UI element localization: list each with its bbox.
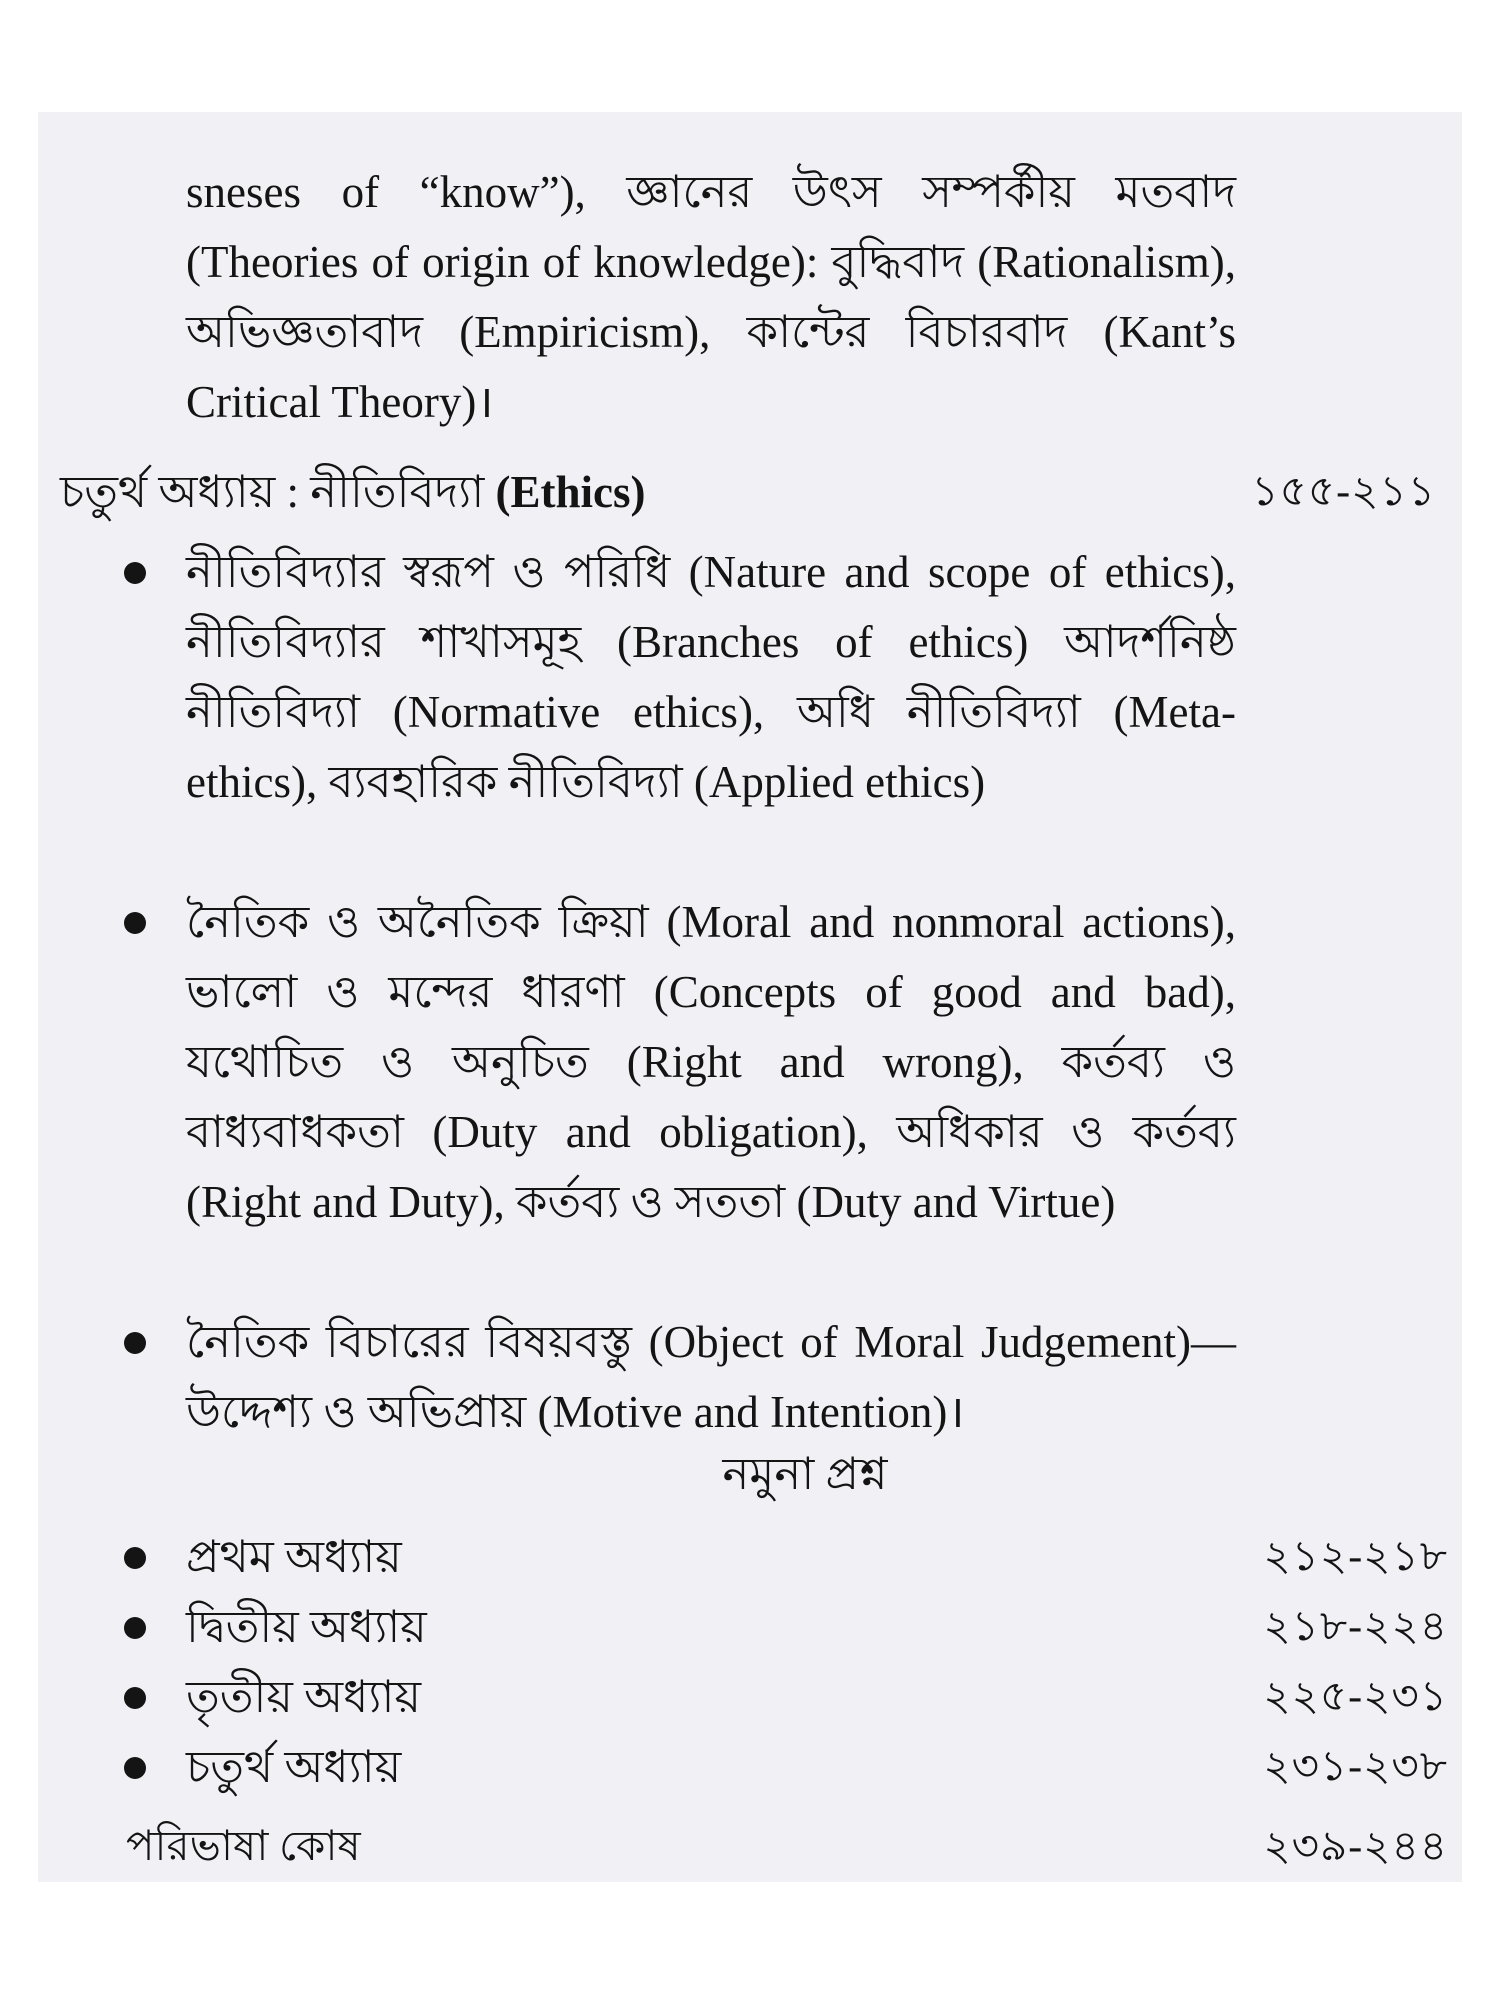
sample-question-pages: ২১২-২১৮ — [1263, 1534, 1448, 1580]
topic-item: নীতিবিদ্যার স্বরূপ ও পরিধি (Nature and scope of ethics), নীতিবিদ্যার শাখাসমূহ (Branches of ethics) আদর্শনিষ্ঠ নীতিবিদ্যা (Normative ethics), অধি নীতিবিদ্যা (Meta-ethics), ব্যবহারিক নীতিবিদ্যা (Applied ethics) — [186, 547, 1236, 807]
bullet-icon — [124, 1617, 146, 1639]
topic-item: নৈতিক বিচারের বিষয়বস্তু (Object of Moral Judgement)—উদ্দেশ্য ও অভিপ্রায় (Motive and Intention)। — [186, 1317, 1236, 1437]
sample-question-label: চতুর্থ অধ্যায় — [186, 1742, 402, 1792]
chapter-title — [60, 467, 646, 517]
sample-question-pages: ২২৫-২৩১ — [1263, 1674, 1448, 1720]
bullet-icon — [124, 1757, 146, 1779]
sample-question-label: তৃতীয় অধ্যায় — [186, 1672, 421, 1722]
sample-questions-title: নমুনা প্রশ্ন — [722, 1449, 888, 1499]
continued-text: sneses of “know”), জ্ঞানের উৎস সম্পর্কীয় মতবাদ (Theories of origin of knowledge): বুদ্ধিবাদ (Rationalism), অভিজ্ঞতাবাদ (Empiricism), কান্টের বিচারবাদ (Kant’s Critical Theory)। — [186, 167, 1236, 427]
sample-question-label: প্রথম অধ্যায় — [186, 1532, 402, 1582]
sample-question-row — [38, 1592, 1462, 1662]
bullet-icon — [124, 912, 146, 934]
sample-question-label: দ্বিতীয় অধ্যায় — [186, 1602, 427, 1652]
book-page — [38, 112, 1462, 1882]
chapter-page-range: ১৫৫-২১১ — [1251, 469, 1436, 515]
bullet-icon — [124, 1687, 146, 1709]
bullet-icon — [124, 1332, 146, 1354]
sample-question-pages: ২৩১-২৩৮ — [1263, 1744, 1448, 1790]
chapter-title-english: (Ethics) — [495, 467, 646, 517]
glossary-row — [38, 1812, 1462, 1882]
bullet-icon — [124, 562, 146, 584]
bullet-icon — [124, 1547, 146, 1569]
sample-question-row — [38, 1732, 1462, 1802]
sample-question-row — [38, 1522, 1462, 1592]
topic-item: নৈতিক ও অনৈতিক ক্রিয়া (Moral and nonmoral actions), ভালো ও মন্দের ধারণা (Concepts of good and bad), যথোচিত ও অনুচিত (Right and wrong), কর্তব্য ও বাধ্যবাধকতা (Duty and obligation), অধিকার ও কর্তব্য (Right and Duty), কর্তব্য ও সততা (Duty and Virtue) — [186, 897, 1236, 1227]
chapter-title-bengali: চতুর্থ অধ্যায় : নীতিবিদ্যা — [60, 467, 485, 517]
sample-question-pages: ২১৮-২২৪ — [1263, 1604, 1448, 1650]
chapter-heading — [60, 457, 1450, 527]
sample-question-row — [38, 1662, 1462, 1732]
glossary-label: পরিভাষা কোষ — [126, 1824, 361, 1870]
glossary-pages: ২৩৯-২৪৪ — [1263, 1824, 1448, 1870]
